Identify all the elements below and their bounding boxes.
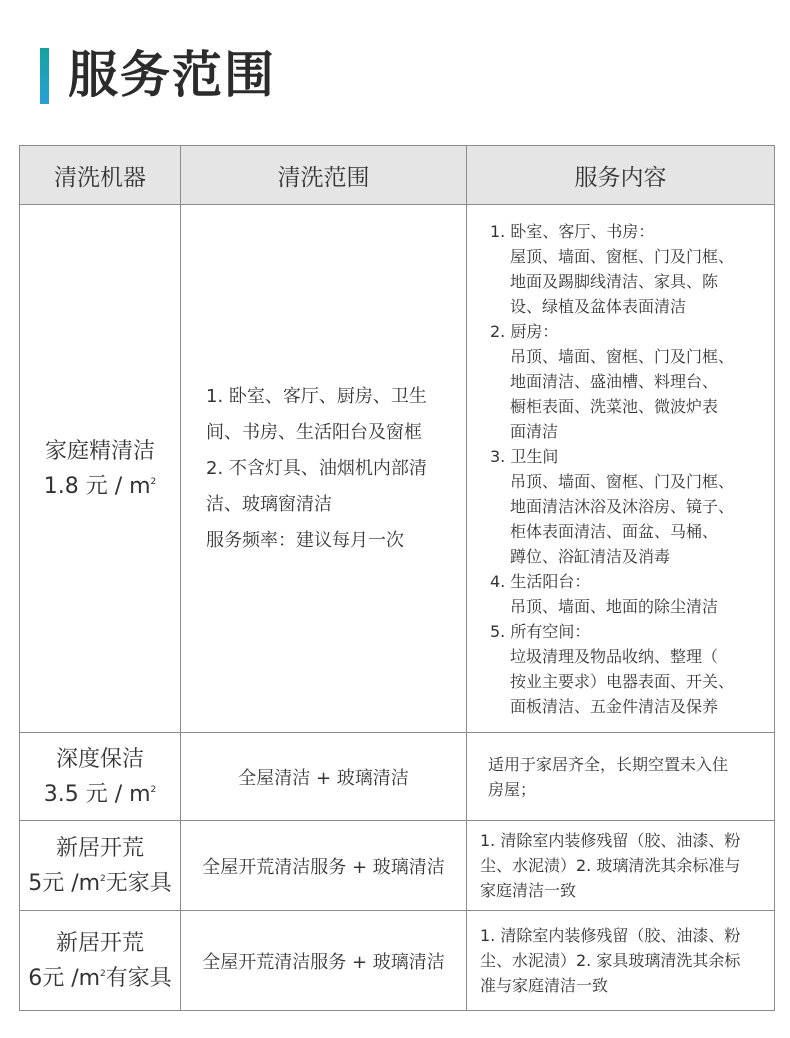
title-accent-bar <box>40 48 49 104</box>
header-scope: 清洗范围 <box>181 146 467 205</box>
content-line: 设、绿植及盆体表面清洁 <box>510 296 687 316</box>
content-line: 地面清洁沐浴及沐浴房、镜子、 <box>510 496 735 516</box>
content-line: 房屋； <box>488 779 537 799</box>
content-line: 吊顶、墙面、地面的除尘清洁 <box>510 596 719 616</box>
header-content: 服务内容 <box>467 146 775 205</box>
content-line: 吊顶、墙面、窗框、门及门框、 <box>510 346 735 366</box>
content-line: 吊顶、墙面、窗框、门及门框、 <box>510 471 735 491</box>
service-price: 1.8 元 / $m^2$ <box>43 473 157 499</box>
content-cell <box>467 205 775 733</box>
content-line: 屋顶、墙面、窗框、门及门框、 <box>510 246 735 266</box>
content-line: 准与家庭清洁一致 <box>480 976 609 995</box>
table-row <box>20 733 775 821</box>
table-header-row <box>20 146 775 205</box>
service-name: 家庭精清洁 <box>44 438 155 464</box>
content-line: 适用于家居齐全，长期空置未入住 <box>488 754 729 774</box>
content-cell <box>467 733 775 821</box>
content-line: 尘、水泥渍）2. 家具玻璃清洗其余标 <box>480 951 741 970</box>
service-table <box>19 145 775 1011</box>
content-section-head: 2. 厨房： <box>490 321 559 341</box>
content-section-head: 4. 生活阳台： <box>490 571 591 591</box>
content-cell <box>467 911 775 1011</box>
scope-line: 洁、玻璃窗清洁 <box>206 493 332 515</box>
service-price: 5元 $/m^2$无家具 <box>28 870 172 896</box>
content-line: 柜体表面清洁、面盆、马桶、 <box>510 521 719 541</box>
content-line: 橱柜表面、洗菜池、微波炉表 <box>510 396 719 416</box>
content-line: 地面及踢脚线清洁、家具、陈 <box>510 271 719 291</box>
content-line: 尘、水泥渍）2. 玻璃清洗其余标准与 <box>480 856 741 875</box>
service-name-cell <box>20 911 181 1011</box>
scope-line: 间、书房、生活阳台及窗框 <box>206 421 422 443</box>
scope-cell <box>181 205 467 733</box>
service-name: 新居开荒 <box>55 930 144 956</box>
scope-cell: 全屋开荒清洁服务 + 玻璃清洁 <box>181 911 467 1011</box>
content-cell <box>467 821 775 911</box>
content-line: 垃圾清理及物品收纳、整理（ <box>510 646 719 666</box>
table-row <box>20 911 775 1011</box>
content-line: 家庭清洁一致 <box>480 881 577 900</box>
service-name-cell <box>20 821 181 911</box>
content-section-head: 1. 卧室、客厅、书房： <box>490 221 655 241</box>
content-line: 1. 清除室内装修残留（胶、油漆、粉 <box>480 926 741 945</box>
content-line: 面板清洁、五金件清洁及保养 <box>510 696 719 716</box>
page-title: 服务范围 <box>68 46 276 104</box>
header-machine: 清洗机器 <box>20 146 181 205</box>
service-name: 深度保洁 <box>55 746 144 772</box>
service-price: 3.5 元 / $m^2$ <box>43 781 157 807</box>
content-line: 按业主要求）电器表面、开关、 <box>510 671 735 691</box>
service-name-cell <box>20 733 181 821</box>
service-price: 6元 $/m^2$有家具 <box>28 965 172 991</box>
content-line: 蹲位、浴缸清洁及消毒 <box>510 546 671 566</box>
scope-line: 2. 不含灯具、油烟机内部清 <box>206 457 427 479</box>
scope-line: 1. 卧室、客厅、厨房、卫生 <box>206 385 427 407</box>
content-section-head: 5. 所有空间： <box>490 621 591 641</box>
table-row <box>20 205 775 733</box>
scope-cell: 全屋开荒清洁服务 + 玻璃清洁 <box>181 821 467 911</box>
content-line: 地面清洁、盛油槽、料理台、 <box>510 371 719 391</box>
content-section-head: 3. 卫生间 <box>490 446 559 466</box>
service-name-cell <box>20 205 181 733</box>
scope-cell: 全屋清洁 + 玻璃清洁 <box>181 733 467 821</box>
service-name: 新居开荒 <box>55 835 144 861</box>
content-line: 1. 清除室内装修残留（胶、油漆、粉 <box>480 831 741 850</box>
scope-line: 服务频率：建议每月一次 <box>206 529 404 551</box>
content-line: 面清洁 <box>510 421 559 441</box>
table-row <box>20 821 775 911</box>
